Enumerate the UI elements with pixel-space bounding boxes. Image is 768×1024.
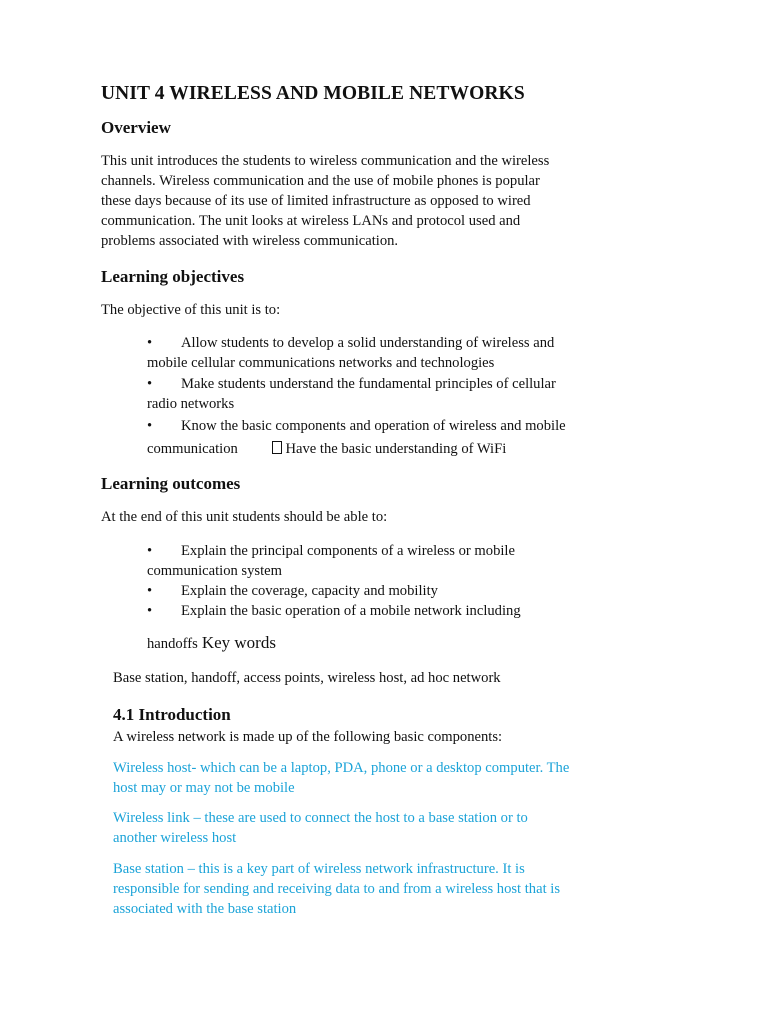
bullet: •	[147, 583, 153, 599]
outcome-continuation: handoffs Key words	[147, 633, 276, 652]
paragraph-line: these days because of its use of limited infrastructure as opposed to wired	[101, 193, 531, 209]
outcome-item: • Explain the principal components of a wireless or mobile communication system	[147, 543, 515, 579]
missing-glyph-icon	[272, 441, 282, 454]
component-wireless-link: Wireless link – these are used to connect the host to a base station or to another wireless host	[113, 810, 528, 846]
introduction-text: A wireless network is made up of the following basic components:	[113, 729, 503, 745]
outcomes-intro: At the end of this unit students should be able to:	[101, 509, 388, 525]
objective-item: • Know the basic components and operation of wireless and mobile communication Have the basic understanding of WiFi	[147, 418, 566, 457]
objective-item: • Make students understand the fundamental principles of cellular radio networks	[147, 376, 556, 412]
bullet: •	[147, 376, 153, 392]
bullet: •	[147, 335, 153, 351]
paragraph-line: problems associated with wireless communication.	[101, 233, 399, 249]
keywords-heading: Key words	[201, 633, 276, 652]
outcome-item: • Explain the basic operation of a mobile network including	[147, 603, 521, 619]
unit-title: UNIT 4 WIRELESS AND MOBILE NETWORKS	[101, 83, 525, 104]
keywords-list: Base station, handoff, access points, wireless host, ad hoc network	[113, 670, 501, 686]
paragraph-line: communication. The unit looks at wireless LANs and protocol used and	[101, 213, 521, 229]
objective-item: • Allow students to develop a solid understanding of wireless and mobile cellular communications networks and technologies	[147, 335, 555, 371]
component-base-station: Base station – this is a key part of wireless network infrastructure. It is responsible for sending and receiving data to and from a wireless host that is associated with the base station	[113, 861, 561, 917]
bullet: •	[147, 418, 153, 434]
overview-heading: Overview	[101, 118, 171, 137]
component-wireless-host: Wireless host- which can be a laptop, PDA, phone or a desktop computer. The host may or may not be mobile	[113, 760, 570, 796]
objectives-heading: Learning objectives	[101, 267, 245, 286]
introduction-heading: 4.1 Introduction	[113, 705, 231, 724]
overview-paragraph	[101, 151, 549, 251]
objectives-intro: The objective of this unit is to:	[101, 302, 281, 318]
bullet: •	[147, 603, 153, 619]
paragraph-line: channels. Wireless communication and the use of mobile phones is popular	[101, 173, 540, 189]
outcomes-heading: Learning outcomes	[101, 474, 241, 493]
bullet: •	[147, 543, 153, 559]
paragraph-line: This unit introduces the students to wireless communication and the wireless	[101, 153, 550, 169]
outcome-item: • Explain the coverage, capacity and mobility	[147, 583, 438, 599]
